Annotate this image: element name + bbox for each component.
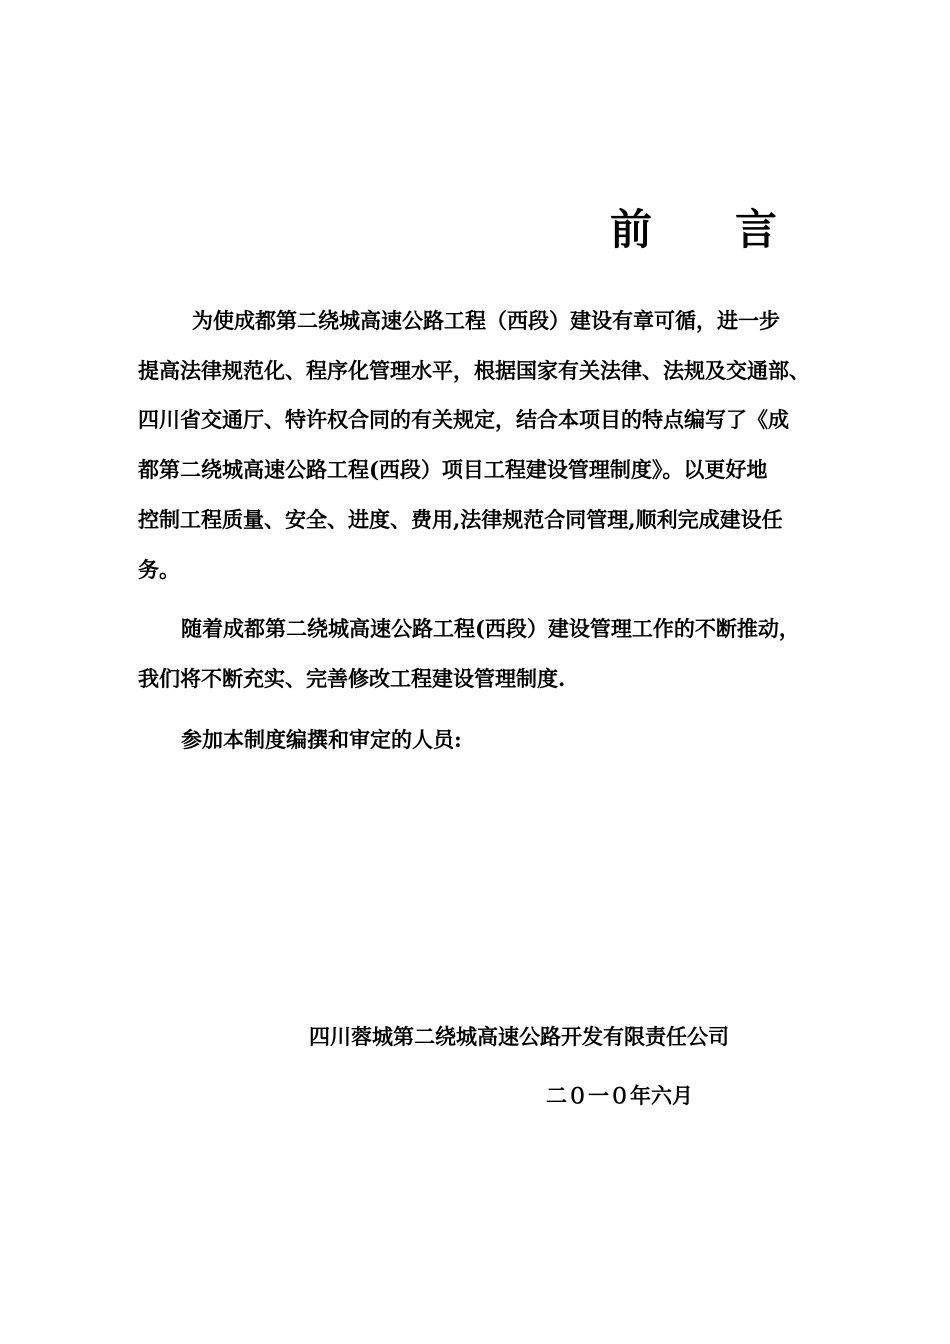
page-title xyxy=(0,200,950,260)
title-char-2: 言 xyxy=(735,205,778,254)
paragraph-line: 为使成都第二绕城高速公路工程（西段）建设有章可循，进一步 xyxy=(192,308,780,333)
paragraph-line: 我们将不断充实、完善修改工程建设管理制度. xyxy=(138,666,566,691)
title-char-1: 前 xyxy=(610,205,653,254)
paragraph-line: 随着成都第二绕城高速公路工程(西段）建设管理工作的不断推动， xyxy=(181,616,800,641)
paragraph-line: 都第二绕城高速公路工程(西段）项目工程建设管理制度》。以更好地 xyxy=(138,457,768,482)
document-date: 二０一０年六月 xyxy=(546,1083,693,1108)
paragraph-line: 务。 xyxy=(138,557,180,582)
paragraph-line: 控制工程质量、安全、进度、费用,法律规范合同管理,顺利完成建设任 xyxy=(138,507,783,532)
paragraph-line: 提高法律规范化、程序化管理水平，根据国家有关法律、法规及交通部、 xyxy=(138,358,810,383)
paragraph-line: 四川省交通厅、特许权合同的有关规定，结合本项目的特点编写了《成 xyxy=(138,407,789,432)
company-name: 四川蓉城第二绕城高速公路开发有限责任公司 xyxy=(309,1024,729,1049)
paragraph-participants: 参加本制度编撰和审定的人员: xyxy=(181,727,462,752)
